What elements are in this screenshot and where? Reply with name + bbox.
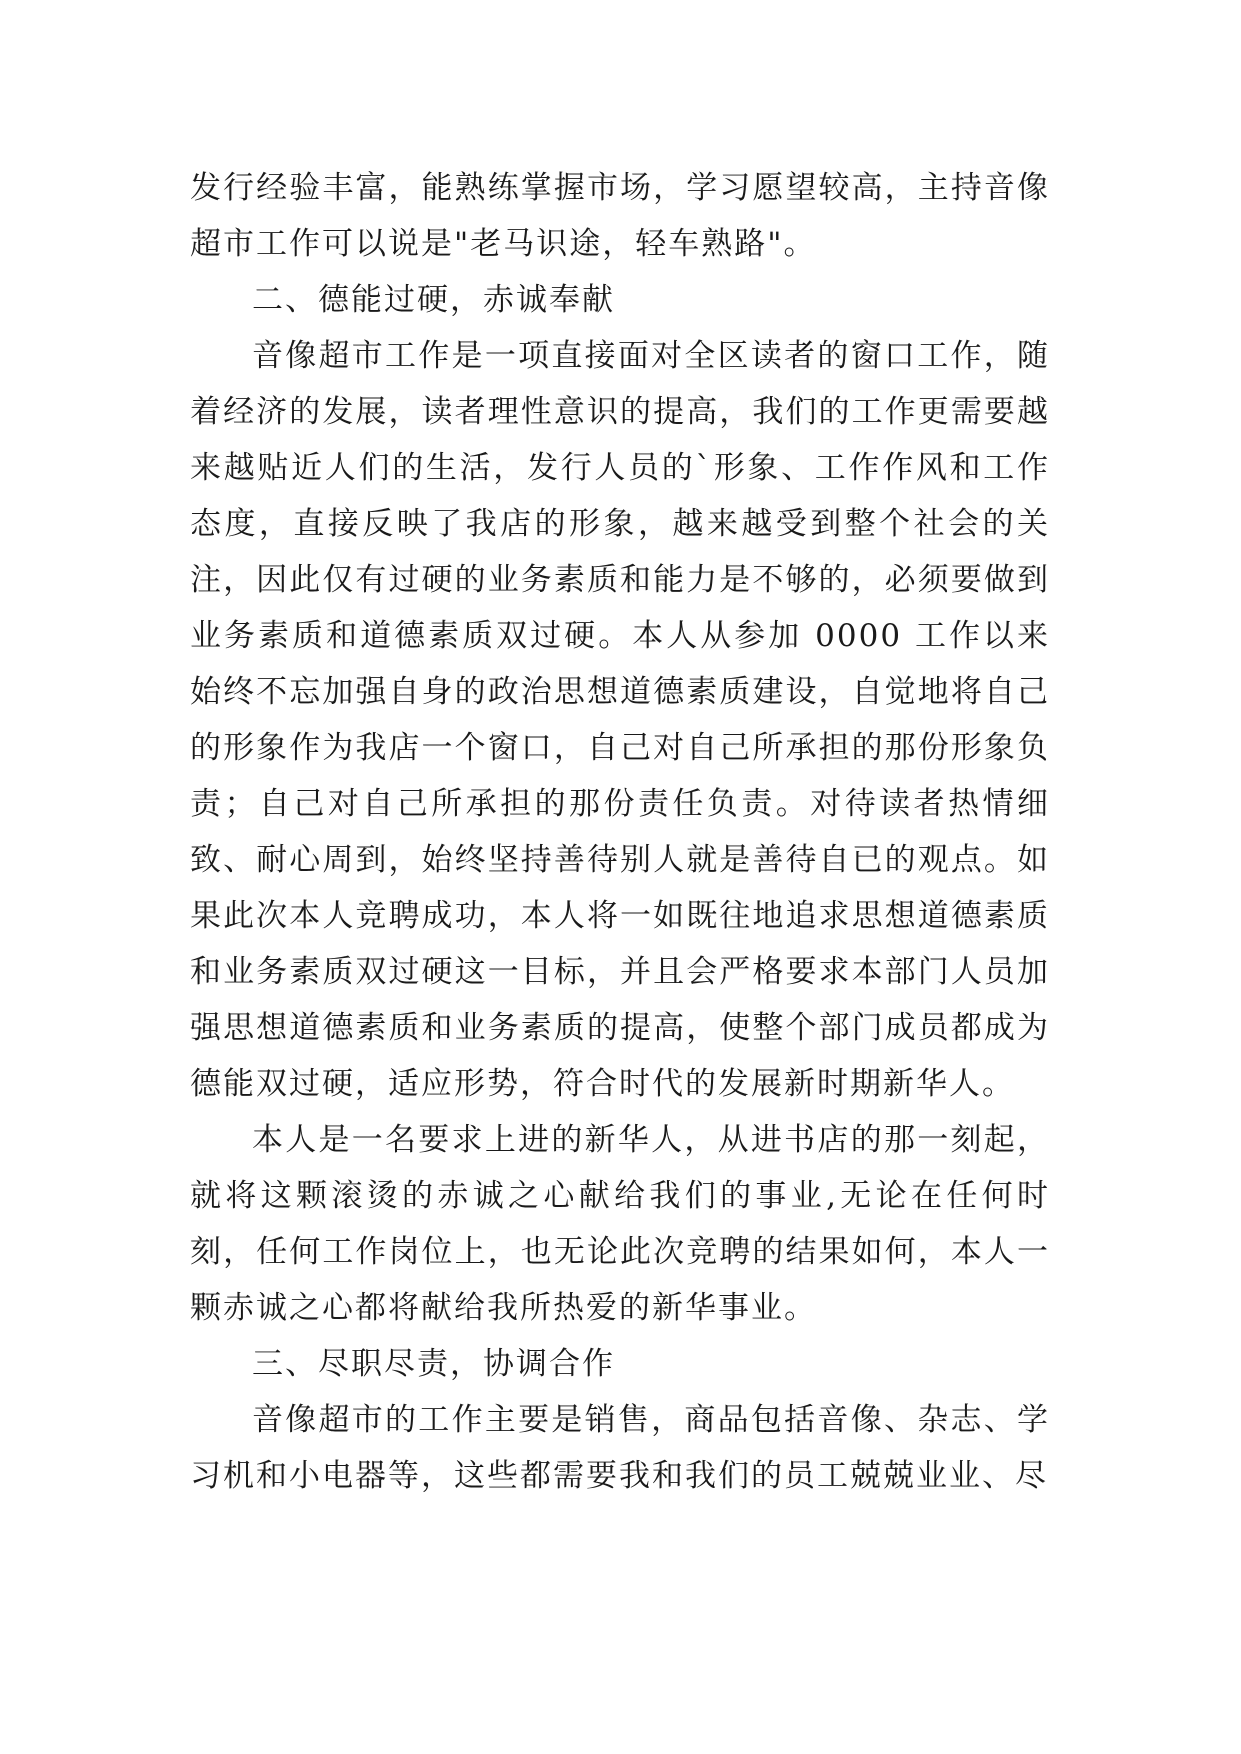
section-heading-3: 三、尽职尽责，协调合作 xyxy=(252,1346,615,1382)
section-heading-2: 二、德能过硬，赤诚奉献 xyxy=(252,282,615,318)
document-body xyxy=(190,160,1050,1504)
paragraph-sales-work: 音像超市的工作主要是销售，商品包括音像、杂志、学习机和小电器等，这些都需要我和我们的员工兢兢业业、尽 xyxy=(190,1402,1050,1494)
paragraph-dedication: 本人是一名要求上进的新华人，从进书店的那一刻起，就将这颗滚烫的赤诚之心献给我们的事业,无论在任何时刻，任何工作岗位上，也无论此次竞聘的结果如何，本人一颗赤诚之心都将献给我所热爱的新华事业。 xyxy=(190,1122,1050,1326)
paragraph-window-work: 音像超市工作是一项直接面对全区读者的窗口工作，随着经济的发展，读者理性意识的提高，我们的工作更需要越来越贴近人们的生活，发行人员的`形象、工作作风和工作态度，直接反映了我店的形象，越来越受到整个社会的关注，因此仅有过硬的业务素质和能力是不够的，必须要做到业务素质和道德素质双过硬。本人从参加 0000 工作以来始终不忘加强自身的政治思想道德素质建设，自觉地将自己的形象作为我店一个窗口，自己对自己所承担的那份形象负责；自己对自己所承担的那份责任负责。对待读者热情细致、耐心周到，始终坚持善待别人就是善待自已的观点。如果此次本人竞聘成功，本人将一如既往地追求思想道德素质和业务素质双过硬这一目标，并且会严格要求本部门人员加强思想道德素质和业务素质的提高，使整个部门成员都成为德能双过硬，适应形势，符合时代的发展新时期新华人。 xyxy=(190,338,1050,1102)
paragraph-continuation: 发行经验丰富，能熟练掌握市场，学习愿望较高，主持音像超市工作可以说是"老马识途，轻车熟路"。 xyxy=(190,170,1050,262)
